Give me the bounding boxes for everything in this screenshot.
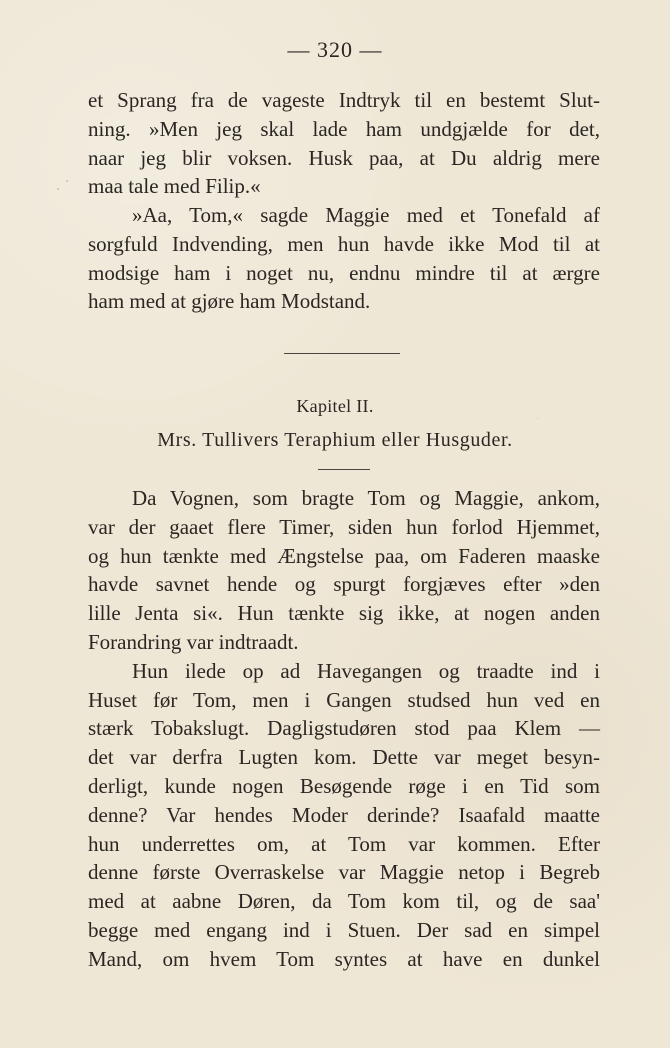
chapter-body — [88, 484, 600, 974]
text-line: og hun tænkte med Ængstelse paa, om Faderen maaske — [88, 543, 600, 568]
title-divider — [318, 469, 370, 470]
text-line: Da Vognen, som bragte Tom og Maggie, ankom, — [132, 486, 600, 510]
chapter-label: Kapitel II. — [296, 396, 374, 416]
text-line: sorgfuld Indvending, men hun havde ikke Mod til at — [88, 231, 600, 256]
chapter-title: Mrs. Tullivers Teraphium eller Husguder. — [157, 429, 513, 451]
text-line: ning. »Men jeg skal lade ham undgjælde for det, — [88, 116, 600, 141]
text-line: stærk Tobakslugt. Dagligstudøren stod paa Klem — — [88, 716, 600, 741]
text-line: det var derfra Lugten kom. Dette var meget besyn- — [88, 745, 600, 770]
text-line: begge med engang ind i Stuen. Der sad en simpel — [88, 917, 600, 942]
text-line: derligt, kunde nogen Besøgende røge i en Tid som — [88, 773, 600, 798]
text-line: et Sprang fra de vageste Indtryk til en bestemt Slut- — [88, 88, 600, 112]
text-line: var der gaaet flere Timer, siden hun forlod Hjemmet, — [88, 514, 600, 539]
text-line: ham med at gjøre ham Modstand. — [88, 289, 371, 314]
text-line: Mand, om hvem Tom syntes at have en dunkel — [88, 946, 600, 971]
opening-paragraph — [88, 86, 600, 201]
text-line: »Aa, Tom,« sagde Maggie med et Tonefald af — [132, 203, 600, 227]
paper-spot — [57, 188, 59, 190]
text-line: naar jeg blir voksen. Husk paa, at Du aldrig mere — [88, 145, 600, 170]
reply-paragraph — [88, 201, 600, 316]
text-line: denne? Var hendes Moder derinde? Isaafald maatte — [88, 802, 600, 827]
section-divider — [284, 353, 400, 354]
text-line: Huset før Tom, men i Gangen studsed hun ved en — [88, 687, 600, 712]
paper-spot — [66, 180, 68, 182]
text-line: modsige ham i noget nu, endnu mindre til at ærgre — [88, 260, 600, 285]
text-line: maa tale med Filip.« — [88, 174, 261, 199]
paper-spot — [537, 418, 538, 419]
text-line: Hun ilede op ad Havegangen og traadte ind i — [132, 658, 600, 683]
text-line: Forandring var indtraadt. — [88, 629, 299, 654]
text-line: med at aabne Døren, da Tom kom til, og de saa' — [88, 889, 600, 914]
text-line: denne første Overraskelse var Maggie netop i Begreb — [88, 860, 600, 885]
text-line: havde savnet hende og spurgt forgjæves efter »den — [88, 572, 600, 597]
text-line: lille Jenta si«. Hun tænkte sig ikke, at nogen anden — [88, 601, 600, 626]
text-line: hun underrettes om, at Tom var kommen. Efter — [88, 831, 600, 856]
page-number: — 320 — — [287, 37, 383, 62]
